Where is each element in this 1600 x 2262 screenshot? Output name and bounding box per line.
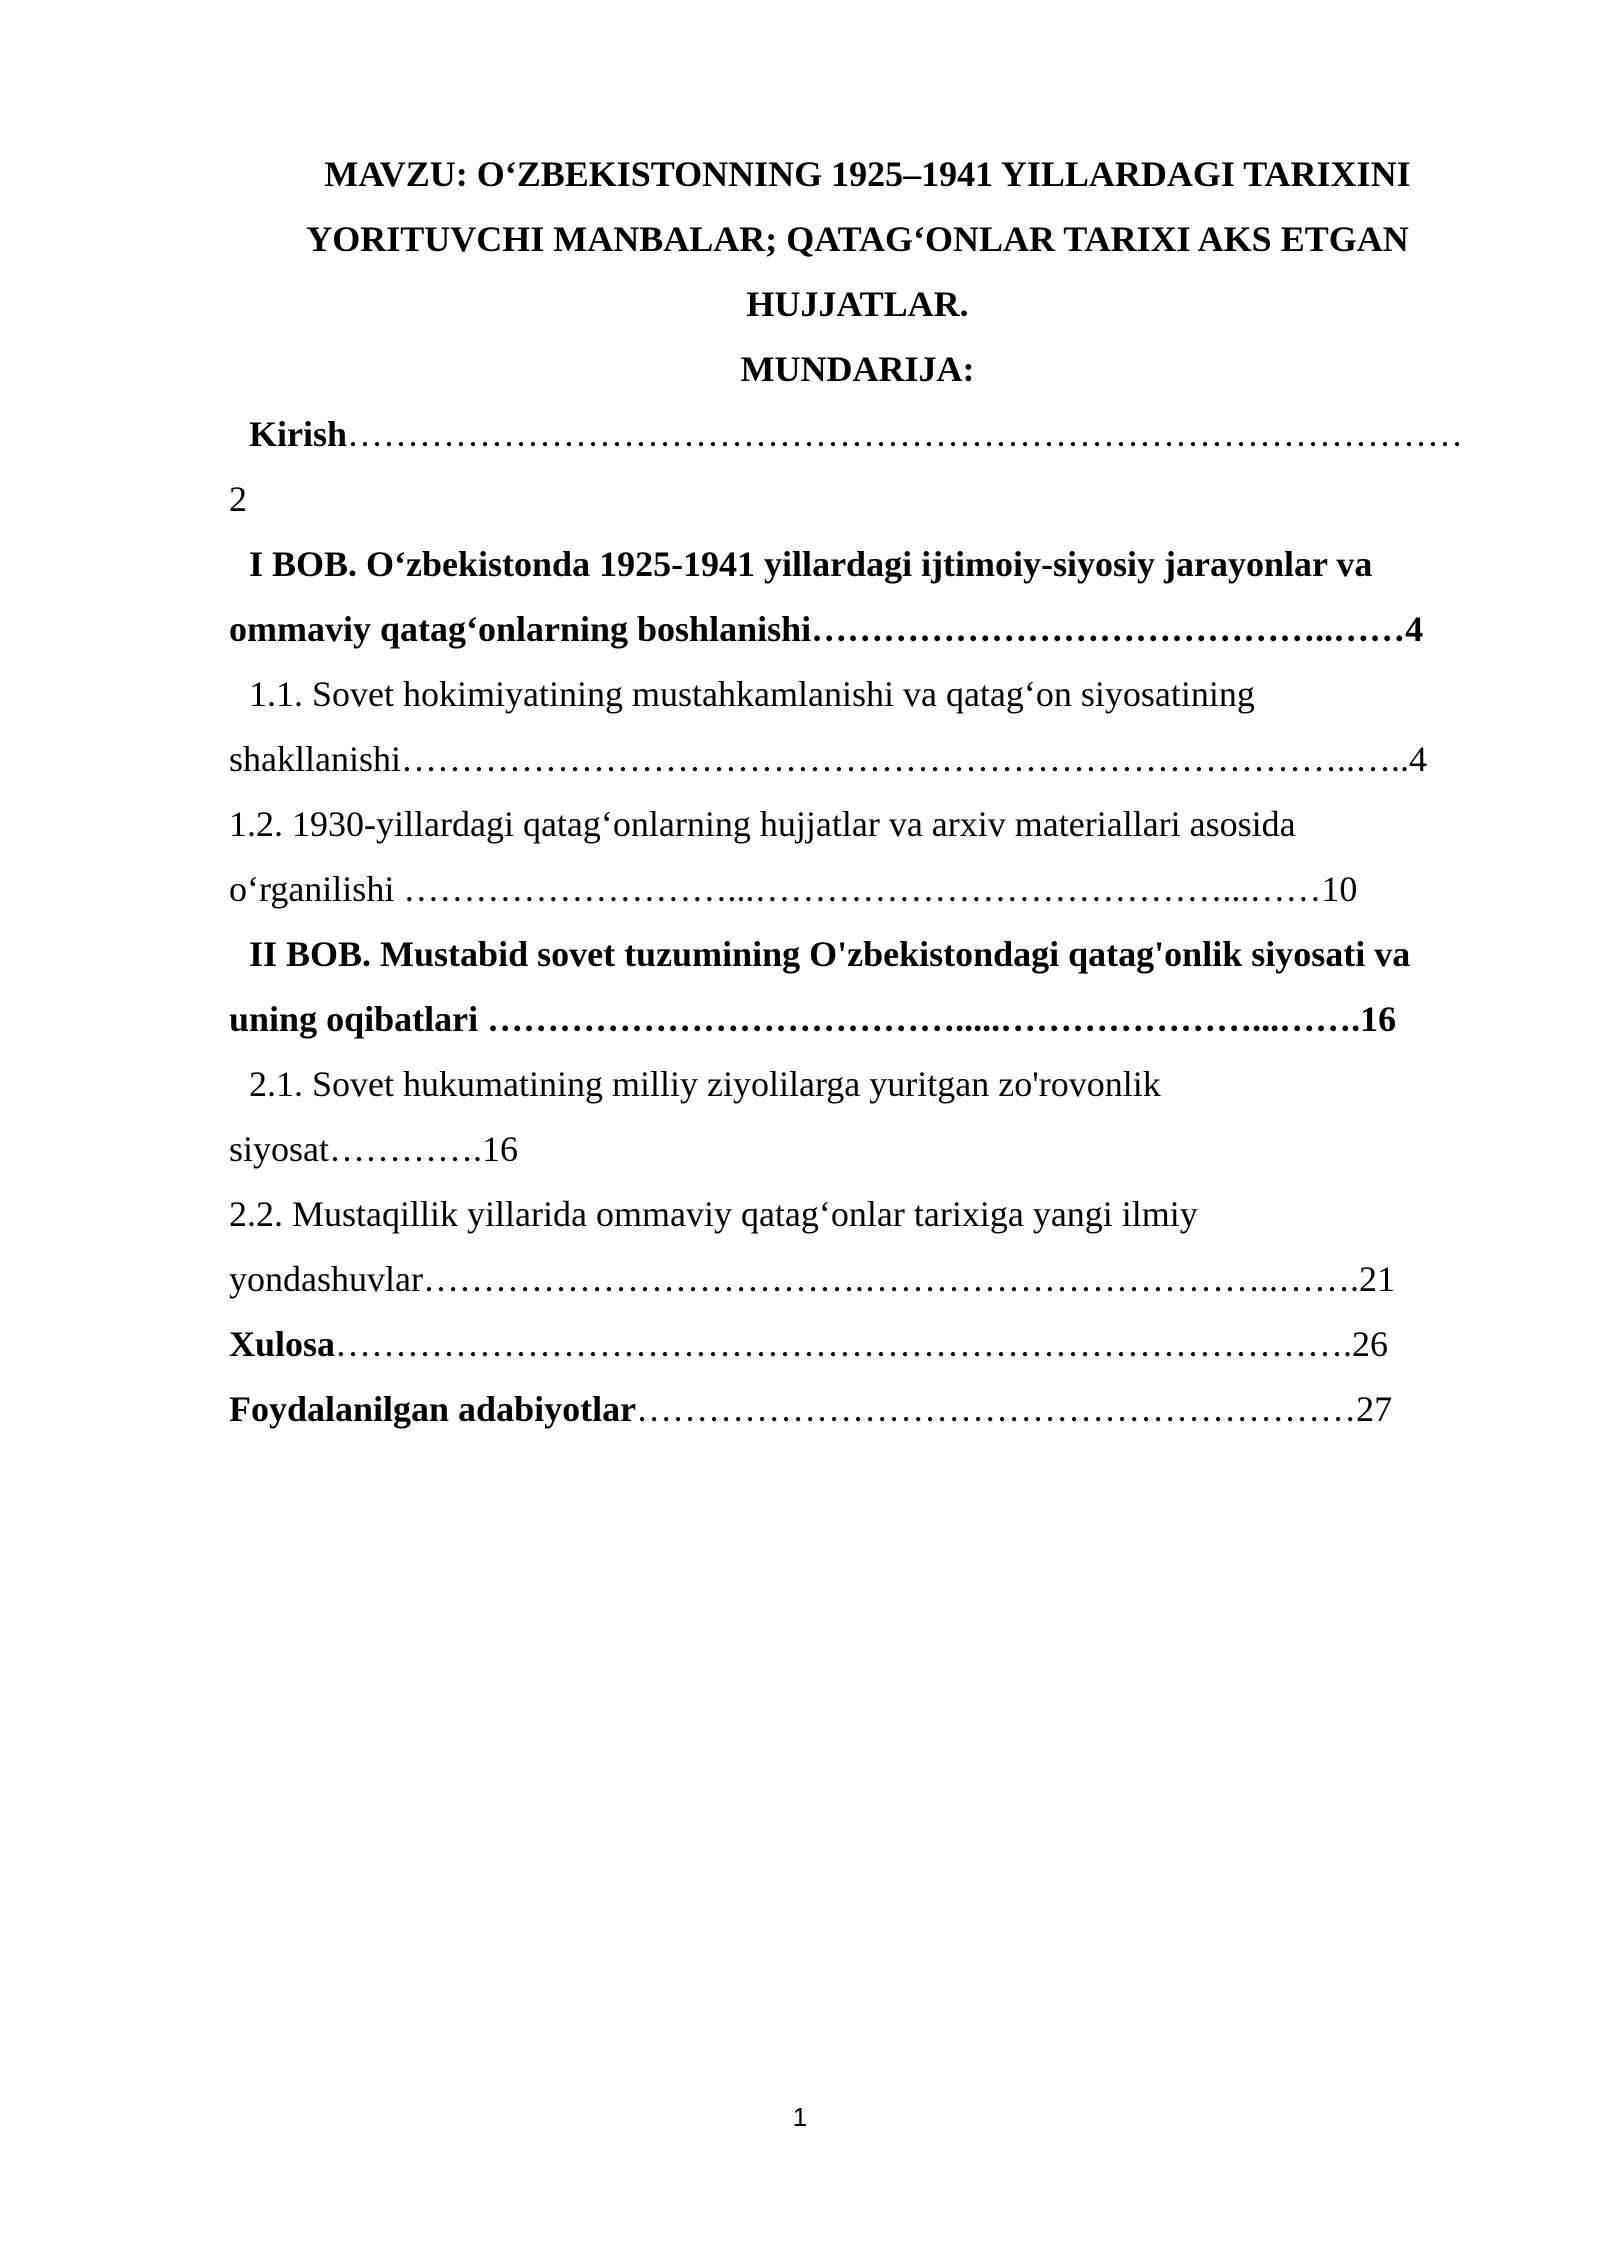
toc-leader: ………………………...…………………………………...…… (403, 869, 1322, 909)
toc-entry-section-1-1 (229, 662, 1486, 792)
toc-entry-line (229, 1377, 1486, 1442)
toc-entry-line (229, 857, 1486, 922)
toc-entry-section-2-2 (229, 1182, 1486, 1312)
toc-entry-line (229, 402, 1486, 467)
toc-leader: ………………………………….....…………………...……. (487, 999, 1361, 1039)
toc-leader: …………. (329, 1129, 483, 1169)
toc-page-number: 27 (1356, 1389, 1393, 1429)
toc-entry-title-line-1: 2.2. Mustaqillik yillarida ommaviy qatag‘onlar tarixiga yangi ilmiy (229, 1194, 1198, 1234)
toc-entry-intro (229, 402, 1486, 532)
toc-leader: ……………………………………………………………………..….. (400, 739, 1409, 779)
toc-entry-chapter-2 (229, 922, 1486, 1052)
toc-entry-title-line-1: 2.1. Sovet hukumatining milliy ziyolilarga yuritgan zo'rovonlik (249, 1064, 1161, 1104)
toc-entry-chapter-1 (229, 532, 1486, 662)
document-title-line-3: HUJJATLAR. (746, 284, 969, 324)
toc-entry-title-line-2: shakllanishi (229, 739, 401, 779)
toc-page-number: 16 (482, 1129, 519, 1169)
toc-entry-title-line-1: II BOB. Mustabid sovet tuzumining O'zbekistondagi qatag'onlik siyosati va (249, 934, 1411, 974)
toc-entry-line (229, 597, 1486, 662)
toc-entry-title: Kirish (249, 414, 348, 454)
toc-page-number: 4 (1408, 739, 1427, 779)
toc-entry-title-line-1: 1.1. Sovet hokimiyatining mustahkamlanishi va qatag‘on siyosatining (249, 674, 1255, 714)
toc-entry-title-line-1: I BOB. O‘zbekistonda 1925-1941 yillardagi ijtimoiy-siyosiy jarayonlar va (249, 544, 1373, 584)
toc-entry-line (229, 727, 1486, 792)
toc-entry-line (229, 987, 1486, 1052)
toc-entry-line (229, 1117, 1486, 1182)
toc-entry-section-2-1 (229, 1052, 1486, 1182)
page-number: 1 (792, 2102, 808, 2132)
toc-entry-title-line-1: 1.2. 1930-yillardagi qatag‘onlarning hujjatlar va arxiv materiallari asosida (229, 804, 1296, 844)
toc-entry-title-line-2: siyosat (229, 1129, 330, 1169)
toc-entry-title-line-2: o‘rganilishi (229, 869, 404, 909)
toc-entry-title: Foydalanilgan adabiyotlar (229, 1389, 637, 1429)
toc-entry-line (229, 1247, 1486, 1312)
toc-entry-line (229, 1312, 1486, 1377)
toc-entry-section-1-2 (229, 792, 1486, 922)
toc-page-number: 2 (229, 479, 247, 519)
toc-entry-title-line-2: ommaviy qatag‘onlarning boshlanishi (229, 609, 812, 649)
toc-leader: …………………………………………………………………………. (335, 1324, 1353, 1364)
toc-page-number: 10 (1321, 869, 1358, 909)
toc-entry-title-line-2: yondashuvlar (229, 1259, 423, 1299)
toc-page-number: 26 (1352, 1324, 1389, 1364)
toc-page-number: 4 (1405, 609, 1424, 649)
toc-entry-title: Xulosa (229, 1324, 336, 1364)
toc-entry-title-line-2: uning oqibatlari (229, 999, 488, 1039)
toc-page-number: 16 (1360, 999, 1397, 1039)
toc-leader: …………………………………………………… (636, 1389, 1357, 1429)
toc-heading: MUNDARIJA: (740, 349, 975, 389)
document-body (229, 142, 1486, 1442)
document-title-line-2: YORITUVCHI MANBALAR; QATAG‘ONLAR TARIXI AKS ETGAN (306, 219, 1409, 259)
toc-leader: ……………………………….……………………………..……. (422, 1259, 1359, 1299)
toc-entry-references (229, 1377, 1486, 1442)
toc-leader: ……………………………………..…… (811, 609, 1406, 649)
toc-leader: ………………………………………………………………………………… (347, 414, 1464, 454)
toc-entry-conclusion (229, 1312, 1486, 1377)
toc-page-number: 21 (1358, 1259, 1395, 1299)
document-title-line-1: MAVZU: O‘ZBEKISTONNING 1925–1941 YILLARDAGI TARIXINI (324, 154, 1411, 194)
